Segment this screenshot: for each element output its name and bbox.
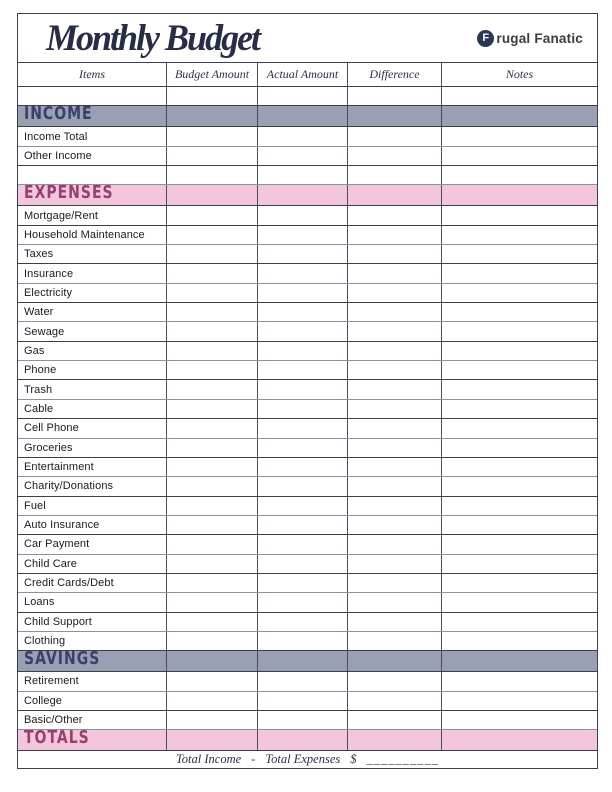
item-label: Income Total	[24, 130, 88, 143]
notes-cell	[442, 555, 597, 573]
items-cell	[18, 458, 167, 476]
item-label: Taxes	[24, 248, 54, 261]
footer-total-income-label: Total Income	[176, 752, 242, 767]
notes-cell	[442, 87, 597, 105]
column-header-budget-amount: Budget Amount	[167, 63, 258, 86]
items-cell	[18, 206, 167, 224]
section-row-savings	[18, 651, 597, 672]
difference-cell	[348, 692, 442, 710]
actual-amount-cell	[258, 245, 348, 263]
items-cell	[18, 516, 167, 534]
actual-amount-cell	[258, 672, 348, 690]
item-row	[18, 497, 597, 516]
actual-amount-cell	[258, 342, 348, 360]
actual-amount-cell	[258, 127, 348, 145]
page-title: Monthly Budget	[46, 17, 260, 59]
actual-amount-cell	[258, 439, 348, 457]
notes-cell	[442, 419, 597, 437]
notes-cell	[442, 632, 597, 650]
difference-cell	[348, 322, 442, 340]
item-row	[18, 535, 597, 554]
footer-minus-sign: -	[251, 752, 256, 767]
difference-cell	[348, 226, 442, 244]
item-label: Loans	[24, 596, 55, 609]
item-row	[18, 632, 597, 651]
notes-cell	[442, 322, 597, 340]
budget-amount-cell	[167, 730, 258, 750]
item-row	[18, 264, 597, 283]
difference-cell	[348, 127, 442, 145]
items-cell	[18, 730, 167, 750]
item-label: Cell Phone	[24, 422, 79, 435]
difference-cell	[348, 672, 442, 690]
budget-amount-cell	[167, 322, 258, 340]
notes-cell	[442, 458, 597, 476]
item-row	[18, 322, 597, 341]
actual-amount-cell	[258, 106, 348, 126]
budget-amount-cell	[167, 147, 258, 165]
actual-amount-cell	[258, 651, 348, 671]
items-cell	[18, 574, 167, 592]
items-cell	[18, 245, 167, 263]
item-row	[18, 380, 597, 399]
item-row	[18, 672, 597, 691]
items-cell	[18, 692, 167, 710]
difference-cell	[348, 477, 442, 495]
item-row	[18, 555, 597, 574]
budget-amount-cell	[167, 555, 258, 573]
actual-amount-cell	[258, 419, 348, 437]
section-label: INCOME	[24, 106, 93, 125]
item-label: College	[24, 694, 63, 707]
budget-amount-cell	[167, 127, 258, 145]
item-row	[18, 516, 597, 535]
item-label: Entertainment	[24, 461, 94, 474]
item-row	[18, 245, 597, 264]
items-cell	[18, 555, 167, 573]
column-header-actual-amount: Actual Amount	[258, 63, 348, 86]
section-label: SAVINGS	[24, 651, 101, 670]
difference-cell	[348, 284, 442, 302]
column-header-notes: Notes	[505, 67, 534, 81]
budget-amount-cell	[167, 361, 258, 379]
item-row	[18, 593, 597, 612]
actual-amount-cell	[258, 185, 348, 205]
notes-cell	[442, 303, 597, 321]
items-cell	[18, 185, 167, 205]
actual-amount-cell	[258, 226, 348, 244]
difference-cell	[348, 147, 442, 165]
item-label: Trash	[24, 383, 53, 396]
item-row	[18, 284, 597, 303]
item-label: Basic/Other	[24, 714, 83, 727]
items-cell	[18, 593, 167, 611]
budget-amount-cell	[167, 206, 258, 224]
item-label: Phone	[24, 364, 57, 377]
notes-cell	[442, 651, 597, 671]
item-label: Fuel	[24, 499, 46, 512]
item-row	[18, 127, 597, 146]
item-label: Sewage	[24, 325, 65, 338]
section-row-totals	[18, 730, 597, 751]
section-row-income	[18, 106, 597, 127]
difference-cell	[348, 342, 442, 360]
notes-cell	[442, 400, 597, 418]
difference-cell	[348, 439, 442, 457]
column-header-row	[18, 63, 597, 87]
brand-logo	[477, 30, 583, 47]
notes-cell	[442, 147, 597, 165]
actual-amount-cell	[258, 147, 348, 165]
items-cell	[18, 87, 167, 105]
budget-amount-cell	[167, 613, 258, 631]
item-row	[18, 439, 597, 458]
budget-amount-cell	[167, 477, 258, 495]
difference-cell	[348, 303, 442, 321]
budget-amount-cell	[167, 303, 258, 321]
item-row	[18, 226, 597, 245]
item-label: Clothing	[24, 635, 66, 648]
actual-amount-cell	[258, 206, 348, 224]
notes-cell	[442, 380, 597, 398]
item-row	[18, 458, 597, 477]
notes-cell	[442, 206, 597, 224]
difference-cell	[348, 87, 442, 105]
item-label: Water	[24, 306, 54, 319]
notes-cell	[442, 672, 597, 690]
budget-amount-cell	[167, 106, 258, 126]
budget-amount-cell	[167, 419, 258, 437]
budget-amount-cell	[167, 87, 258, 105]
budget-amount-cell	[167, 632, 258, 650]
budget-amount-cell	[167, 692, 258, 710]
difference-cell	[348, 458, 442, 476]
difference-cell	[348, 264, 442, 282]
budget-amount-cell	[167, 439, 258, 457]
budget-amount-cell	[167, 166, 258, 184]
brand-circle-icon: F	[477, 30, 494, 47]
budget-sheet	[17, 13, 598, 769]
notes-cell	[442, 166, 597, 184]
notes-cell	[442, 439, 597, 457]
items-cell	[18, 672, 167, 690]
item-label: Retirement	[24, 675, 79, 688]
difference-cell	[348, 206, 442, 224]
items-cell	[18, 303, 167, 321]
difference-cell	[348, 711, 442, 729]
difference-cell	[348, 419, 442, 437]
notes-cell	[442, 516, 597, 534]
items-cell	[18, 497, 167, 515]
difference-cell	[348, 613, 442, 631]
item-row	[18, 361, 597, 380]
notes-cell	[442, 477, 597, 495]
difference-cell	[348, 555, 442, 573]
blank-row	[18, 87, 597, 106]
section-label: TOTALS	[24, 730, 90, 749]
items-cell	[18, 711, 167, 729]
budget-amount-cell	[167, 458, 258, 476]
notes-cell	[442, 226, 597, 244]
difference-cell	[348, 535, 442, 553]
items-cell	[18, 380, 167, 398]
items-cell	[18, 127, 167, 145]
actual-amount-cell	[258, 632, 348, 650]
actual-amount-cell	[258, 264, 348, 282]
budget-amount-cell	[167, 672, 258, 690]
actual-amount-cell	[258, 593, 348, 611]
item-label: Child Support	[24, 615, 92, 628]
actual-amount-cell	[258, 516, 348, 534]
actual-amount-cell	[258, 284, 348, 302]
items-cell	[18, 400, 167, 418]
notes-cell	[442, 497, 597, 515]
budget-amount-cell	[167, 497, 258, 515]
item-label: Groceries	[24, 441, 73, 454]
difference-cell	[348, 400, 442, 418]
actual-amount-cell	[258, 380, 348, 398]
notes-cell	[442, 361, 597, 379]
footer-total-expenses-label: Total Expenses	[265, 752, 341, 767]
notes-cell	[442, 593, 597, 611]
difference-cell	[348, 185, 442, 205]
table-body	[18, 87, 597, 751]
difference-cell	[348, 651, 442, 671]
item-row	[18, 147, 597, 166]
actual-amount-cell	[258, 555, 348, 573]
budget-amount-cell	[167, 226, 258, 244]
item-label: Electricity	[24, 286, 73, 299]
item-label: Charity/Donations	[24, 480, 114, 493]
actual-amount-cell	[258, 361, 348, 379]
notes-cell	[442, 535, 597, 553]
item-label: Insurance	[24, 267, 74, 280]
difference-cell	[348, 166, 442, 184]
budget-amount-cell	[167, 535, 258, 553]
item-label: Car Payment	[24, 538, 90, 551]
difference-cell	[348, 361, 442, 379]
actual-amount-cell	[258, 613, 348, 631]
difference-cell	[348, 516, 442, 534]
item-label: Auto Insurance	[24, 519, 100, 532]
footer-currency-symbol: $	[350, 752, 357, 767]
items-cell	[18, 147, 167, 165]
item-row	[18, 692, 597, 711]
difference-cell	[348, 574, 442, 592]
items-cell	[18, 361, 167, 379]
budget-amount-cell	[167, 342, 258, 360]
actual-amount-cell	[258, 322, 348, 340]
actual-amount-cell	[258, 692, 348, 710]
notes-cell	[442, 284, 597, 302]
actual-amount-cell	[258, 400, 348, 418]
notes-cell	[442, 127, 597, 145]
difference-cell	[348, 380, 442, 398]
difference-cell	[348, 730, 442, 750]
item-label: Mortgage/Rent	[24, 209, 99, 222]
items-cell	[18, 439, 167, 457]
item-row	[18, 342, 597, 361]
items-cell	[18, 651, 167, 671]
budget-amount-cell	[167, 651, 258, 671]
notes-cell	[442, 613, 597, 631]
notes-cell	[442, 730, 597, 750]
item-row	[18, 400, 597, 419]
budget-amount-cell	[167, 516, 258, 534]
item-row	[18, 206, 597, 225]
actual-amount-cell	[258, 87, 348, 105]
items-cell	[18, 106, 167, 126]
budget-amount-cell	[167, 574, 258, 592]
difference-cell	[348, 245, 442, 263]
actual-amount-cell	[258, 458, 348, 476]
footer-blank-line: __________	[366, 752, 439, 767]
notes-cell	[442, 711, 597, 729]
item-row	[18, 419, 597, 438]
budget-amount-cell	[167, 284, 258, 302]
notes-cell	[442, 692, 597, 710]
items-cell	[18, 342, 167, 360]
item-label: Gas	[24, 344, 45, 357]
budget-amount-cell	[167, 400, 258, 418]
notes-cell	[442, 574, 597, 592]
totals-formula-row	[18, 751, 597, 768]
budget-amount-cell	[167, 711, 258, 729]
difference-cell	[348, 497, 442, 515]
actual-amount-cell	[258, 574, 348, 592]
actual-amount-cell	[258, 730, 348, 750]
budget-amount-cell	[167, 185, 258, 205]
items-cell	[18, 264, 167, 282]
item-row	[18, 303, 597, 322]
items-cell	[18, 284, 167, 302]
difference-cell	[348, 593, 442, 611]
actual-amount-cell	[258, 303, 348, 321]
title-block	[18, 14, 597, 63]
items-cell	[18, 322, 167, 340]
items-cell	[18, 632, 167, 650]
budget-amount-cell	[167, 593, 258, 611]
notes-cell	[442, 342, 597, 360]
items-cell	[18, 166, 167, 184]
blank-row	[18, 166, 597, 185]
section-label: EXPENSES	[24, 185, 114, 204]
item-row	[18, 574, 597, 593]
notes-cell	[442, 106, 597, 126]
actual-amount-cell	[258, 477, 348, 495]
difference-cell	[348, 106, 442, 126]
budget-amount-cell	[167, 264, 258, 282]
actual-amount-cell	[258, 535, 348, 553]
notes-cell	[442, 264, 597, 282]
notes-cell	[442, 185, 597, 205]
budget-amount-cell	[167, 380, 258, 398]
actual-amount-cell	[258, 166, 348, 184]
item-row	[18, 711, 597, 730]
column-header-difference: Difference	[348, 63, 442, 86]
item-label: Household Maintenance	[24, 228, 145, 241]
actual-amount-cell	[258, 497, 348, 515]
actual-amount-cell	[258, 711, 348, 729]
items-cell	[18, 535, 167, 553]
items-cell	[18, 419, 167, 437]
items-cell	[18, 226, 167, 244]
budget-amount-cell	[167, 245, 258, 263]
notes-cell	[442, 245, 597, 263]
items-cell	[18, 613, 167, 631]
item-label: Credit Cards/Debt	[24, 577, 114, 590]
item-label: Other Income	[24, 149, 92, 162]
items-cell	[18, 477, 167, 495]
item-label: Child Care	[24, 557, 77, 570]
item-label: Cable	[24, 402, 54, 415]
item-row	[18, 477, 597, 496]
brand-name: rugal Fanatic	[496, 30, 583, 46]
section-row-expenses	[18, 185, 597, 206]
item-row	[18, 613, 597, 632]
column-header-items: Items	[18, 63, 167, 86]
difference-cell	[348, 632, 442, 650]
